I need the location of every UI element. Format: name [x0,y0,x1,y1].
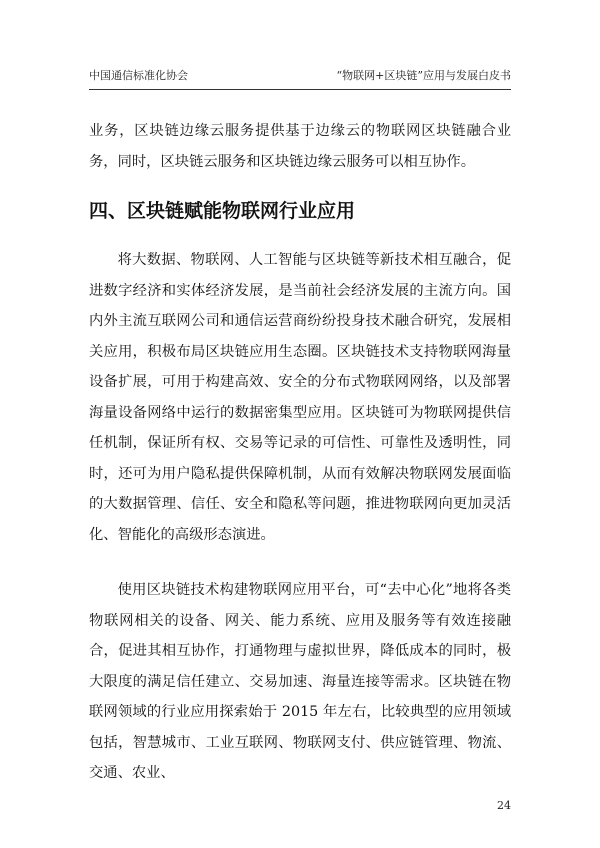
header-document-title: “物联网+区块链”应用与发展白皮书 [336,69,511,82]
section-heading: 四、区块链赋能物联网行业应用 [89,200,356,222]
page-header [89,66,511,86]
paragraph-intro: 将大数据、物联网、人工智能与区块链等新技术相互融合，促进数字经济和实体经济发展，是当前社会经济发展的主流方向。国内外主流互联网公司和通信运营商纷纷投身技术融合研究，发展相关应用，积极布局区块链应用生态圈。区块链技术支持物联网海量设备扩展，可用于构建高效、安全的分布式物联网网络，以及部署海量设备网络中运行的数据密集型应用。区块链可为物联网提供信任机制，保证所有权、交易等记录的可信性、可靠性及透明性，同时，还可为用户隐私提供保障机制，从而有效解决物联网发展面临的大数据管理、信任、安全和隐私等问题，推进物联网向更加灵活化、智能化的高级形态演进。 [89,252,511,543]
header-organization: 中国通信标准化协会 [89,69,188,82]
page-number: 24 [497,799,511,812]
paragraph-platform: 使用区块链技术构建物联网应用平台，可“去中心化”地将各类物联网相关的设备、网关、能力系统、应用及服务等有效连接融合，促进其相互协作，打通物理与虚拟世界，降低成本的同时，极大限度的满足信任建立、交易加速、海量连接等需求。区块链在物联网领域的行业应用探索始于 2015 年左右，比较典型的应用领域包括，智慧城市、工业互联网、物联网支付、供应链管理、物流、交通、农业、 [89,582,511,781]
paragraph-continued: 业务，区块链边缘云服务提供基于边缘云的物联网区块链融合业务，同时，区块链云服务和区块链边缘云服务可以相互协作。 [89,123,511,170]
header-divider [89,89,511,90]
